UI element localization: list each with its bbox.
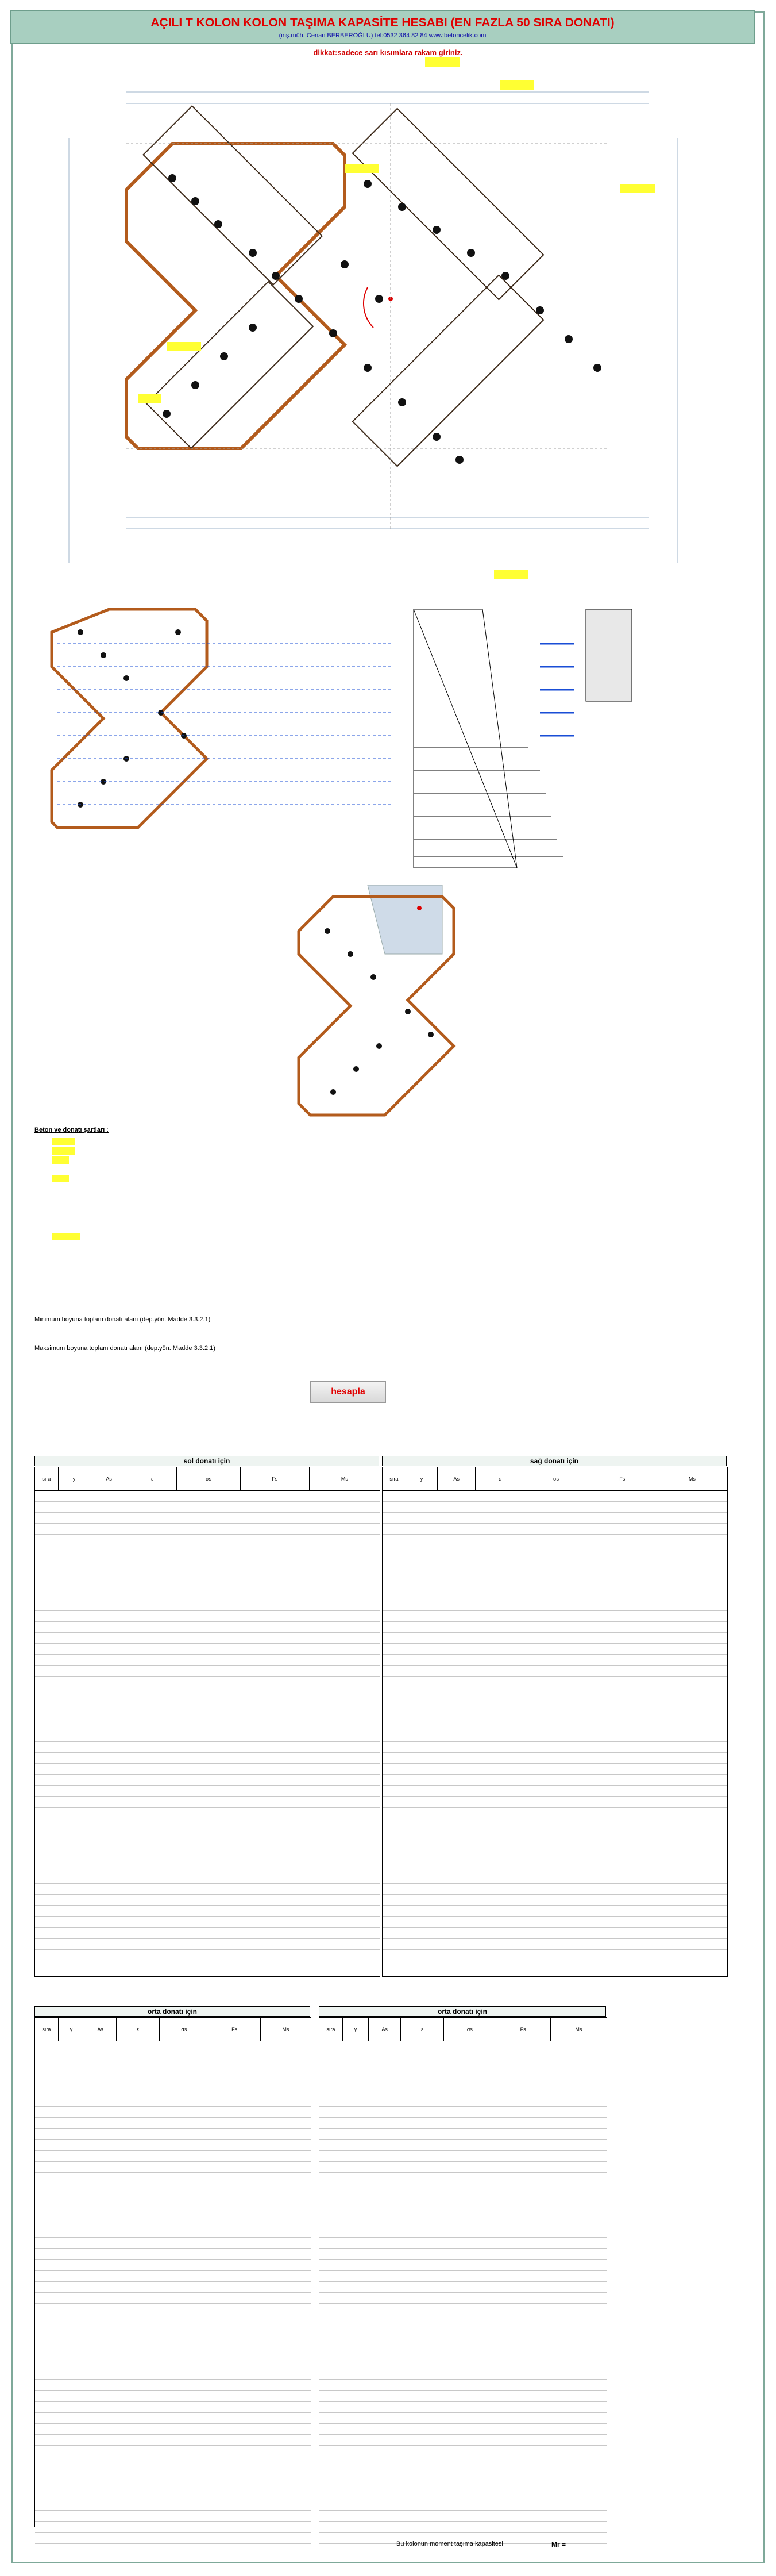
table-row <box>35 1709 380 1720</box>
table-row <box>383 1655 727 1666</box>
table-row <box>35 1950 380 1960</box>
table-row <box>383 1687 727 1698</box>
table-row <box>319 2456 607 2467</box>
table-row <box>319 2500 607 2511</box>
table-row <box>35 1808 380 1818</box>
table-row <box>319 2489 607 2500</box>
table-right-mid <box>319 2006 606 2017</box>
table-row <box>35 1633 380 1644</box>
table-row <box>35 2511 311 2522</box>
table-row <box>383 1567 727 1578</box>
col-as: As <box>369 2018 401 2041</box>
table-row <box>319 2074 607 2085</box>
col-stress: σs <box>160 2018 209 2041</box>
table-row <box>35 1655 380 1666</box>
table-row <box>383 1873 727 1884</box>
min-steel-heading: Minimum boyuna toplam donatı alanı (dep.yön. Madde 3.3.2.1) <box>34 1316 211 1323</box>
table-row <box>35 1524 380 1535</box>
table-row <box>35 1862 380 1873</box>
table-row <box>383 1644 727 1655</box>
table-row <box>35 1535 380 1545</box>
table-row <box>35 2413 311 2424</box>
table-row <box>383 1906 727 1917</box>
table-row <box>319 2314 607 2325</box>
col-moment: Ms <box>341 1476 348 1482</box>
table-row <box>35 1982 380 1993</box>
table-row <box>383 1851 727 1862</box>
table-rows <box>383 1491 727 1993</box>
table-row <box>383 1829 727 1840</box>
table-row <box>383 1764 727 1775</box>
table-row <box>35 2424 311 2435</box>
col-strain: ε <box>401 2018 444 2041</box>
col-stress: σs <box>524 1467 588 1490</box>
table-row <box>383 1753 727 1764</box>
table-rows <box>35 2041 311 2544</box>
table-row <box>35 1600 380 1611</box>
table-row <box>35 2391 311 2402</box>
gamma-mc-input[interactable] <box>52 1156 69 1164</box>
table-row <box>35 1589 380 1600</box>
table-row <box>319 2369 607 2380</box>
table-left-mid-title: orta donatı için <box>34 2006 310 2017</box>
column-section-diagram <box>23 57 752 580</box>
table-row <box>319 2205 607 2216</box>
table-right-mid-title: orta donatı için <box>319 2006 606 2017</box>
table-row <box>383 1982 727 1993</box>
table-right-top <box>382 1456 727 1466</box>
table-row <box>319 2358 607 2369</box>
table-row <box>35 1545 380 1556</box>
table-row <box>383 1589 727 1600</box>
table-row <box>35 2129 311 2140</box>
design-axial-load-input[interactable] <box>52 1233 80 1240</box>
table-row <box>35 2227 311 2238</box>
title-bar <box>10 10 755 44</box>
table-row <box>383 1818 727 1829</box>
table-row <box>35 1513 380 1524</box>
table-row <box>383 1862 727 1873</box>
table-row <box>35 2063 311 2074</box>
table-row <box>35 1491 380 1502</box>
table-row <box>35 2293 311 2304</box>
col-stress: σs <box>444 2018 496 2041</box>
table-row <box>319 2096 607 2107</box>
table-row <box>35 1644 380 1655</box>
table-row <box>319 2446 607 2456</box>
table-row <box>319 2249 607 2260</box>
table-row <box>35 2489 311 2500</box>
table-right-mid-grid <box>319 2017 607 2527</box>
table-row <box>319 2293 607 2304</box>
table-row <box>35 2041 311 2052</box>
table-row <box>319 2413 607 2424</box>
materials-heading: Beton ve donatı şartları : <box>34 1126 109 1133</box>
col-moment: Ms <box>688 1476 696 1482</box>
col-strain: ε <box>476 1467 524 1490</box>
table-row <box>35 2446 311 2456</box>
table-row <box>35 2380 311 2391</box>
table-row <box>35 2183 311 2194</box>
col-row-no: sıra <box>319 2018 343 2041</box>
table-row <box>35 2500 311 2511</box>
table-right-top-grid <box>382 1467 728 1977</box>
table-row <box>383 1709 727 1720</box>
table-left-top-grid <box>34 1467 380 1977</box>
table-row <box>319 2194 607 2205</box>
col-row-no: sıra <box>383 1467 406 1490</box>
table-row <box>35 1764 380 1775</box>
col-moment: Ms <box>575 2027 582 2032</box>
table-left-top-title: sol donatı için <box>34 1456 379 1466</box>
table-row <box>35 2456 311 2467</box>
table-row <box>383 1502 727 1513</box>
table-row <box>319 2304 607 2314</box>
table-row <box>383 1622 727 1633</box>
table-row <box>35 2347 311 2358</box>
table-row <box>35 2314 311 2325</box>
table-row <box>319 2282 607 2293</box>
table-row <box>35 2478 311 2489</box>
table-row <box>35 2118 311 2129</box>
table-row <box>35 2522 311 2533</box>
table-row <box>319 2424 607 2435</box>
table-row <box>383 1960 727 1971</box>
table-row <box>319 2402 607 2413</box>
table-row <box>383 1742 727 1753</box>
table-row <box>319 2052 607 2063</box>
table-row <box>35 2271 311 2282</box>
table-left-mid <box>34 2006 310 2017</box>
col-as: As <box>438 1467 476 1490</box>
table-row <box>35 1818 380 1829</box>
table-row <box>35 2140 311 2151</box>
table-row <box>35 2533 311 2544</box>
table-row <box>35 1895 380 1906</box>
table-row <box>319 2260 607 2271</box>
table-row <box>383 1545 727 1556</box>
table-row <box>35 1829 380 1840</box>
table-row <box>35 1731 380 1742</box>
table-row <box>35 2282 311 2293</box>
table-row <box>319 2511 607 2522</box>
table-row <box>35 1797 380 1808</box>
table-right-mid-header <box>319 2018 607 2041</box>
table-row <box>319 2118 607 2129</box>
table-row <box>35 1698 380 1709</box>
table-row <box>35 1578 380 1589</box>
table-row <box>319 2271 607 2282</box>
table-right-top-title: sağ donatı için <box>382 1456 727 1466</box>
table-row <box>35 1906 380 1917</box>
col-row-no: sıra <box>35 2018 59 2041</box>
table-left-mid-header <box>35 2018 311 2041</box>
table-row <box>383 1840 727 1851</box>
table-row <box>35 1677 380 1687</box>
table-row <box>35 2194 311 2205</box>
table-row <box>383 1950 727 1960</box>
table-row <box>35 2151 311 2162</box>
table-row <box>35 2260 311 2271</box>
conclusion-label: Bu kolonun moment taşıma kapasitesi <box>396 2540 503 2547</box>
table-row <box>383 1513 727 1524</box>
table-left-mid-grid <box>34 2017 311 2527</box>
table-row <box>35 2358 311 2369</box>
col-as: As <box>84 2018 117 2041</box>
table-row <box>319 2140 607 2151</box>
table-left-top-header <box>35 1467 380 1491</box>
table-row <box>35 1556 380 1567</box>
col-force: Fs <box>241 1467 310 1490</box>
table-row <box>383 1895 727 1906</box>
table-row <box>319 2325 607 2336</box>
table-row <box>319 2467 607 2478</box>
table-row <box>319 2041 607 2052</box>
table-row <box>35 2173 311 2183</box>
table-row <box>383 1731 727 1742</box>
col-strain: ε <box>117 2018 160 2041</box>
col-row-no: sıra <box>35 1467 59 1490</box>
strain-stress-diagram <box>46 598 712 874</box>
table-row <box>383 1808 727 1818</box>
table-row <box>383 1884 727 1895</box>
rebar-dots <box>163 174 601 464</box>
concrete-grade-input[interactable] <box>52 1138 75 1145</box>
table-row <box>35 2107 311 2118</box>
col-moment: Ms <box>282 2027 289 2032</box>
table-row <box>383 1491 727 1502</box>
table-row <box>383 1797 727 1808</box>
table-row <box>383 1666 727 1677</box>
max-steel-heading: Maksimum boyuna toplam donatı alanı (dep.yön. Madde 3.3.2.1) <box>34 1345 215 1352</box>
table-row <box>35 1884 380 1895</box>
table-row <box>319 2522 607 2533</box>
mr-label: Mr = <box>551 2540 566 2548</box>
table-row <box>35 1611 380 1622</box>
table-row <box>35 1622 380 1633</box>
table-row <box>35 2085 311 2096</box>
table-row <box>319 2173 607 2183</box>
col-strain: ε <box>128 1467 177 1490</box>
author-subtitle: (inş.müh. Cenan BERBEROĞLU) tel:0532 364 82 84 www.betoncelik.com <box>279 32 487 39</box>
table-row <box>35 2096 311 2107</box>
table-row <box>35 2249 311 2260</box>
table-row <box>319 2107 607 2118</box>
table-row <box>35 2216 311 2227</box>
table-row <box>35 2402 311 2413</box>
table-row <box>319 2216 607 2227</box>
table-row <box>35 1971 380 1982</box>
table-row <box>35 1840 380 1851</box>
table-row <box>383 1939 727 1950</box>
table-left-top <box>34 1456 379 1466</box>
table-row <box>383 1535 727 1545</box>
table-row <box>35 2052 311 2063</box>
table-row <box>35 1742 380 1753</box>
table-row <box>35 1939 380 1950</box>
table-row <box>35 1873 380 1884</box>
table-row <box>35 2435 311 2446</box>
table-row <box>383 1578 727 1589</box>
table-row <box>35 1928 380 1939</box>
table-row <box>319 2129 607 2140</box>
table-row <box>383 1524 727 1535</box>
table-row <box>383 1775 727 1786</box>
table-row <box>35 2467 311 2478</box>
table-row <box>319 2347 607 2358</box>
table-row <box>35 1567 380 1578</box>
table-row <box>383 1556 727 1567</box>
material-inputs-block <box>34 1126 741 1368</box>
compression-zone-diagram <box>276 874 540 1121</box>
table-row <box>383 1600 727 1611</box>
table-row <box>35 1960 380 1971</box>
table-rows <box>319 2041 607 2544</box>
table-row <box>319 2227 607 2238</box>
instruction-note: dikkat:sadece sarı kısımlara rakam giriniz. <box>313 48 463 57</box>
table-row <box>35 1753 380 1764</box>
table-row <box>35 1851 380 1862</box>
page-title: AÇILI T KOLON KOLON TAŞIMA KAPASİTE HESABI (EN FAZLA 50 SIRA DONATI) <box>150 16 615 29</box>
table-row <box>319 2435 607 2446</box>
table-row <box>35 1720 380 1731</box>
col-y: y <box>59 2018 85 2041</box>
col-force: Fs <box>496 2018 551 2041</box>
table-row <box>35 1917 380 1928</box>
steel-grade-input[interactable] <box>52 1147 75 1155</box>
calculate-button[interactable]: hesapla <box>310 1381 386 1403</box>
table-row <box>35 2304 311 2314</box>
table-row <box>383 1611 727 1622</box>
table-row <box>35 1687 380 1698</box>
table-row <box>35 2325 311 2336</box>
table-row <box>319 2085 607 2096</box>
gamma-ms-input[interactable] <box>52 1175 69 1182</box>
table-row <box>35 1775 380 1786</box>
table-rows <box>35 1491 380 1993</box>
table-row <box>35 1786 380 1797</box>
col-y: y <box>343 2018 369 2041</box>
table-row <box>319 2151 607 2162</box>
table-row <box>35 1502 380 1513</box>
table-row <box>383 1698 727 1709</box>
table-row <box>35 1666 380 1677</box>
table-row <box>319 2336 607 2347</box>
table-row <box>383 1677 727 1687</box>
table-row <box>319 2478 607 2489</box>
table-row <box>319 2162 607 2173</box>
col-force: Fs <box>588 1467 657 1490</box>
table-row <box>35 2369 311 2380</box>
table-row <box>319 2391 607 2402</box>
col-stress: σs <box>177 1467 240 1490</box>
table-row <box>383 1928 727 1939</box>
table-row <box>383 1917 727 1928</box>
table-row <box>383 1786 727 1797</box>
col-y: y <box>406 1467 438 1490</box>
table-row <box>319 2183 607 2194</box>
table-row <box>383 1720 727 1731</box>
table-right-top-header <box>383 1467 727 1491</box>
table-row <box>319 2380 607 2391</box>
table-row <box>35 2336 311 2347</box>
col-y: y <box>59 1467 91 1490</box>
table-row <box>35 2162 311 2173</box>
table-row <box>319 2238 607 2249</box>
table-row <box>383 1633 727 1644</box>
table-row <box>35 2205 311 2216</box>
table-row <box>383 1971 727 1982</box>
table-row <box>35 2238 311 2249</box>
col-as: As <box>90 1467 128 1490</box>
table-row <box>35 2074 311 2085</box>
col-force: Fs <box>209 2018 261 2041</box>
table-row <box>319 2063 607 2074</box>
